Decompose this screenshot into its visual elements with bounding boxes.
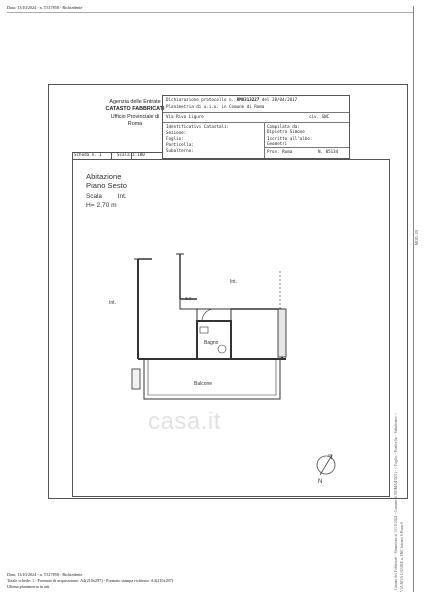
ident-subalterno: Subalterno: bbox=[166, 148, 194, 153]
declaration-date: 28/04/2017 bbox=[271, 97, 298, 102]
plan-scala-value: Int. bbox=[117, 193, 127, 200]
iscritto-value: Geometri bbox=[267, 141, 288, 146]
compilata-value: Dipietra Simone bbox=[267, 129, 305, 134]
declaration-protocol bbox=[166, 98, 297, 103]
declaration-divider-v bbox=[264, 122, 265, 158]
footer-line-1: Data: 13/10/2024 - n. T317858 - Richiedente bbox=[7, 572, 83, 577]
header-top-line: Data: 13/10/2024 - n. T317858 - Richiedente bbox=[7, 5, 83, 10]
declaration-box bbox=[162, 95, 350, 159]
ident-sezione: Sezione: bbox=[166, 130, 187, 135]
side-right-code: MOD. 1N bbox=[415, 230, 419, 246]
watermark: casa.it bbox=[148, 408, 221, 435]
room-ac: a.c. bbox=[185, 296, 194, 302]
room-int-left: Int. bbox=[109, 300, 116, 306]
agency-line-4: Roma bbox=[127, 120, 143, 127]
prov-divider bbox=[264, 147, 349, 148]
agency-line-3: Ufficio Provinciale di bbox=[110, 113, 160, 120]
iscritto-label: Iscritto all'albo: bbox=[267, 136, 313, 141]
declaration-protocol-label: Dichiarazione protocollo n. bbox=[166, 97, 235, 102]
declaration-protocol-number: RM0313227 bbox=[236, 97, 260, 102]
north-arrow bbox=[317, 455, 335, 475]
prov-value: N. 05134 bbox=[318, 149, 339, 154]
declaration-del: del bbox=[261, 97, 270, 102]
plan-title-2: Piano Sesto bbox=[86, 181, 127, 191]
ident-particella: Particella: bbox=[166, 142, 194, 147]
plan-height: H= 2,70 m bbox=[86, 202, 117, 209]
footer-line-2: Totale schede: 1 - Formato di acquisizione: A4(210x297) - Formato stampa richiesto: A4(210x297) bbox=[7, 578, 174, 583]
ident-foglio: Foglio: bbox=[166, 136, 184, 141]
room-balcone: Balcone bbox=[194, 381, 213, 387]
room-int-right: Int. bbox=[230, 279, 237, 285]
declaration-civ: civ. SNC bbox=[309, 114, 330, 119]
declaration-planimetria: Planimetria di u.i.u. in Comune di Roma bbox=[166, 104, 265, 109]
ident-title: Identificativi Catastali: bbox=[166, 124, 230, 129]
agency-line-2: CATASTO FABBRICATI bbox=[105, 106, 165, 113]
declaration-address: Via Riva Ligure bbox=[166, 114, 204, 119]
declaration-divider-2 bbox=[163, 122, 349, 123]
north-label: N bbox=[318, 479, 323, 485]
plan-scala-label: Scala bbox=[86, 193, 102, 200]
scheda-label: Scheda n. 1 bbox=[74, 152, 102, 157]
agency-block bbox=[100, 99, 170, 128]
floor-plan-drawing bbox=[72, 159, 388, 495]
right-margin-line bbox=[413, 6, 414, 592]
side-vertical-label: Catasto dei Fabbricati - Situazione al 13/10/2024 - Comune di ROMA(H501) - < Foglio: - Particella: - Subalterno: > bbox=[394, 412, 398, 590]
declaration-divider-1 bbox=[163, 112, 349, 113]
footer-line-3: Ultima planimetria in atti bbox=[7, 584, 50, 589]
side-vertical-label-2: VIA RIVA LIGURE n. SNC Interno 6 Piano 6 bbox=[400, 521, 404, 592]
prov-label: Prov. Roma bbox=[267, 149, 293, 154]
compilata-label: Compilata da: bbox=[267, 124, 300, 129]
top-margin-line bbox=[7, 12, 413, 13]
plan-title-1: Abitazione bbox=[86, 172, 122, 181]
scala-label: Scala 1:100 bbox=[117, 152, 145, 157]
agency-line-1: Agenzia delle Entrate bbox=[109, 99, 161, 105]
room-bagno: Bagno bbox=[204, 340, 219, 346]
